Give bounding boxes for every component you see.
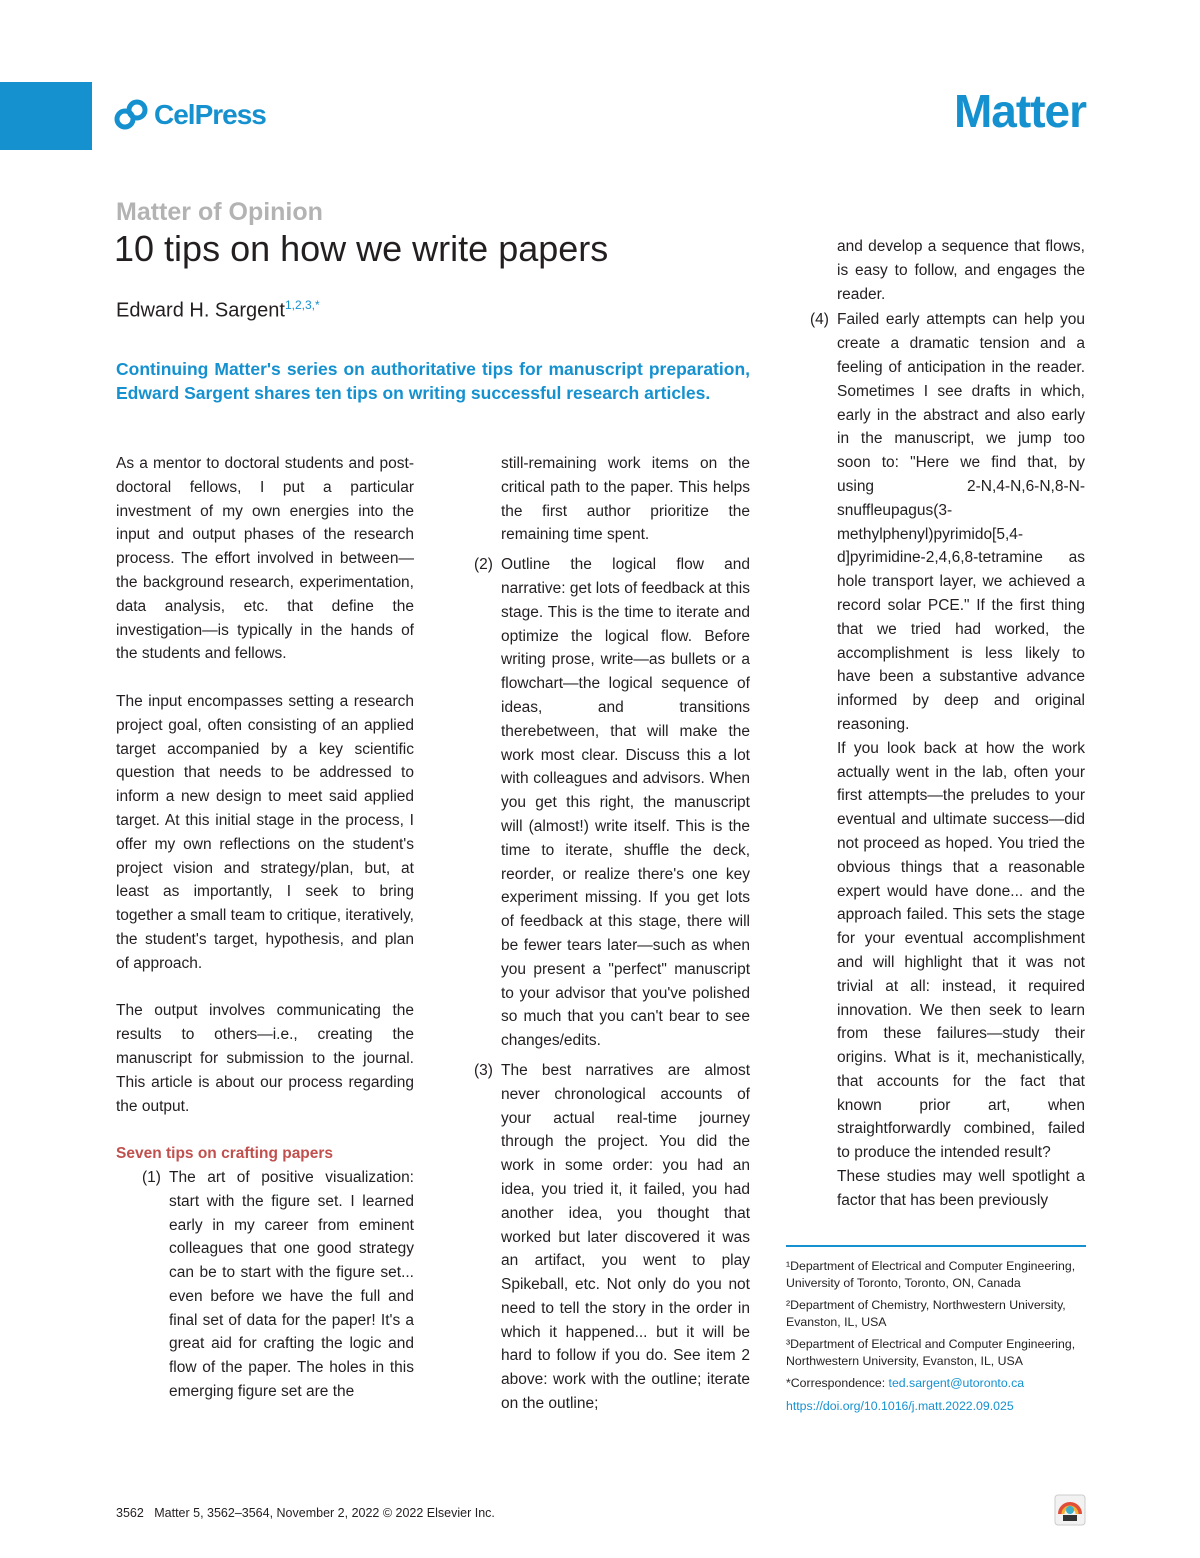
affiliations [786, 1258, 1086, 1420]
tip-number: (3) [474, 1061, 493, 1079]
article-title: 10 tips on how we write papers [114, 228, 609, 269]
author-name: Edward H. Sargent [116, 299, 285, 322]
publisher-logo[interactable] [114, 98, 266, 132]
tip-item-continued [810, 737, 1085, 1165]
crossmark-icon[interactable] [1054, 1494, 1086, 1526]
article-lede: Continuing Matter's series on authoritative tips for manuscript preparation, Edward Sargent shares ten tips on writing successful research articles. [116, 359, 750, 403]
affiliation-divider [786, 1245, 1086, 1247]
tip-number: (1) [142, 1168, 161, 1186]
tip-number: (4) [810, 311, 829, 329]
article-kicker: Matter of Opinion [116, 198, 323, 226]
correspondence-label: *Correspondence: [786, 1376, 886, 1390]
cellpress-logo-icon [114, 98, 148, 132]
tip-text: Failed early attempts can help you create a dramatic tension and a feeling of anticipation in the reader. Sometimes I see drafts in which, early in the abstract and also early in the manuscript, we jump too soon to: "Here we find that, by using 2-N,4-N,6-N,8-N-snuffleupagus(3-methylphenyl)pyrimido[5,4-d]pyrimidine-2,4,6,8-tetramine as hole transport layer, we achieved a record solar PCE." If the first thing that we tried had worked, the accomplishment is less likely to have been a substantive advance informed by deep and original reasoning. [837, 311, 1085, 733]
body-paragraph: The output involves communicating the results to others—i.e., creating the manuscript for submission to the journal. This article is about our process regarding the output. [116, 1002, 414, 1115]
tip-text: still-remaining work items on the critical path to the paper. This helps the first author prioritize the remaining time spent. [501, 455, 750, 544]
body-paragraph: The input encompasses setting a research project goal, often consisting of an applied target accompanied by a key scientific question that needs to be addressed to inform a new design to meet said applied target. At this initial stage in the process, I offer my own reflections on the student's project vision and strategy/plan, but, at least as importantly, I seek to bring together a small team to critique, iteratively, the student's target, hypothesis, and plan of approach. [116, 692, 414, 972]
column-2 [474, 452, 750, 1416]
body-paragraph: As a mentor to doctoral students and post-doctoral fellows, I put a particular investment of my own energies into the input and output phases of the research process. The effort involved in between—the background research, experimentation, data analysis, etc. that define the investigation—is typically in the hands of the students and fellows. [116, 455, 414, 663]
tip-item [474, 1059, 750, 1416]
author-line [116, 298, 320, 323]
publisher-name: CelPress [154, 99, 266, 130]
tip-item [474, 553, 750, 1053]
affiliation-2: ²Department of Chemistry, Northwestern University, Evanston, IL, USA [786, 1298, 1066, 1329]
email-link[interactable]: ted.sargent@utoronto.ca [888, 1376, 1025, 1390]
tip-item [810, 308, 1085, 736]
tip-text: and develop a sequence that flows, is easy to follow, and engages the reader. [837, 238, 1085, 303]
affiliation-3: ³Department of Electrical and Computer Engineering, Northwestern University, Evanston, IL, USA [786, 1337, 1076, 1368]
brand-tab [0, 82, 92, 150]
affiliation-1: ¹Department of Electrical and Computer Engineering, University of Toronto, Toronto, ON, Canada [786, 1259, 1076, 1290]
page-footer: 3562 Matter 5, 3562–3564, November 2, 2022 © 2022 Elsevier Inc. [116, 1506, 495, 1520]
tip-text: These studies may well spotlight a factor that has been previously [837, 1168, 1085, 1209]
tip-text: The art of positive visualization: start with the figure set. I learned early in my career from eminent colleagues that one good strategy can be to start with the figure set... even before we have the full and final set of data for the paper! It's a great aid for crafting the logic and flow of the paper. The holes in this emerging figure set are the [169, 1168, 414, 1401]
section-heading: Seven tips on crafting papers [116, 1145, 334, 1163]
journal-name[interactable]: Matter [953, 85, 1086, 137]
column-3 [810, 235, 1085, 1213]
tip-number: (2) [474, 556, 493, 574]
tip-item-continued [810, 1165, 1085, 1213]
tip-item-continued [474, 452, 750, 547]
tip-item-continued [810, 235, 1085, 306]
doi-link[interactable]: https://doi.org/10.1016/j.matt.2022.09.025 [786, 1398, 1014, 1413]
tip-text: Outline the logical flow and narrative: get lots of feedback at this stage. This is the time to iterate and optimize the logical flow. Before writing prose, write—as bullets or a flowchart—the logical sequence of ideas, and transitions therebetween, that will make the work most clear. Discuss this a lot with colleagues and advisors. When you get this right, the manuscript will (almost!) write itself. This is the time to iterate, shuffle the deck, reorder, or realize there's one key experiment missing. If you get lots of feedback at this stage, there will be fewer tears later—such as when you present a "perfect" manuscript to your advisor that you've polished so much that you can't bear to see changes/edits. [501, 556, 750, 1050]
tip-text: If you look back at how the work actually went in the lab, often your first attempts—the preludes to your eventual and ultimate success—did not proceed as hoped. You tried the obvious things that a reasonable expert would have done... and the approach failed. This sets the stage for your eventual accomplishment and will highlight that it was not trivial at all: instead, it required innovation. We then seek to learn from these failures—study their origins. What is it, mechanistically, that accounts for the fact that known prior art, when straightforwardly combined, failed to produce the intended result? [837, 739, 1085, 1162]
tip-text: The best narratives are almost never chronological accounts of your actual real-time journey through the project. You did the work in some order: you had an idea, you tried it, it failed, you had another idea, you thought that worked but later discovered it was an artifact, you went to play Spikeball, etc. Not only do you not need to tell the story in the order in which it happened... but it will be hard to follow if you do. See item 2 above: work with the outline; iterate on the outline; [501, 1061, 750, 1413]
author-affil-marks[interactable]: 1,2,3,* [284, 298, 320, 312]
tip-item [116, 1166, 414, 1404]
correspondence [786, 1375, 1086, 1392]
column-1 [116, 452, 414, 1404]
